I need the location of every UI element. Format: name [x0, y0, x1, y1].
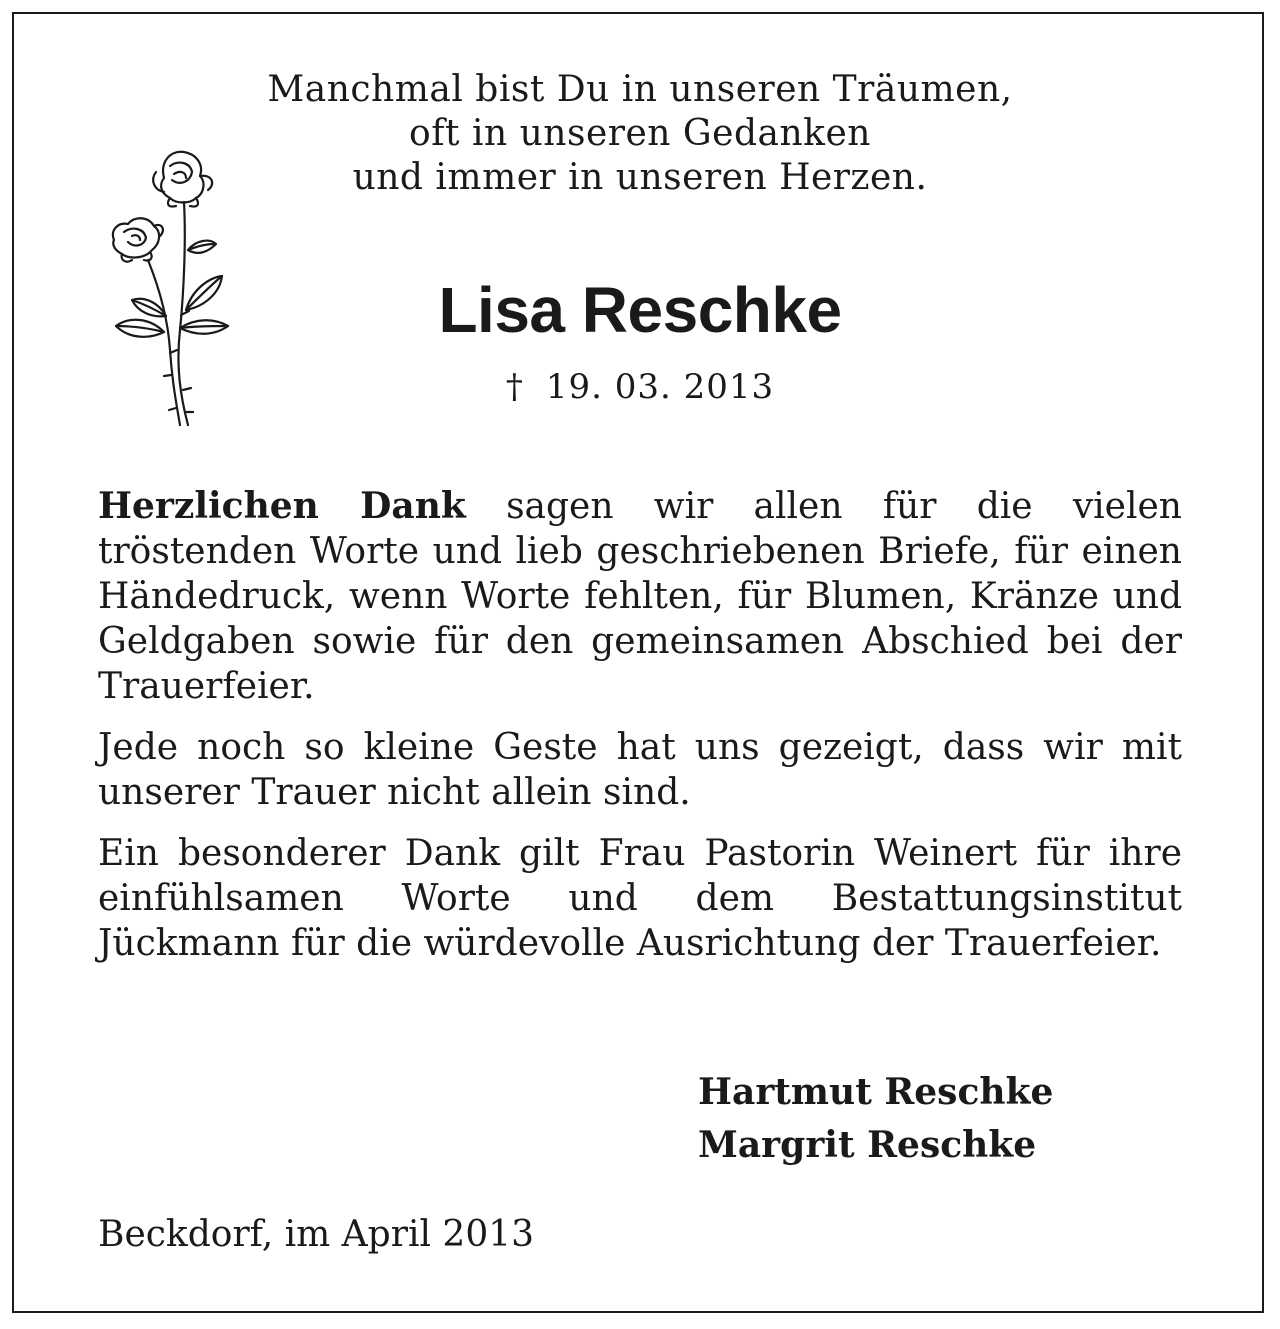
thank-you-text: [98, 484, 1182, 982]
paragraph: Jede noch so kleine Geste hat uns gezeigt, dass wir mit unserer Trauer nicht allein sind.: [98, 727, 1182, 813]
bold-lead: Herzlichen Dank: [98, 485, 466, 527]
verse: [200, 68, 1080, 200]
place-date: Beckdorf, im April 2013: [98, 1214, 535, 1255]
paragraph-text: sagen wir allen für die vielen tröstenden Worte und lieb geschriebenen Briefe, für einen Händedruck, wenn Worte fehlten, für Blumen, Kränze und Geldgaben sowie für den gemeinsamen Abschied bei der Trauerfeier.: [98, 486, 1182, 707]
verse-line: und immer in unseren Herzen.: [352, 157, 928, 198]
death-date-line: [200, 365, 1080, 409]
signatory-name: Hartmut Reschke: [698, 1071, 1054, 1113]
death-date: 19. 03. 2013: [545, 367, 775, 407]
signatory-name: Margrit Reschke: [698, 1124, 1037, 1166]
paragraph: [98, 484, 1182, 709]
deceased-name: Lisa Reschke: [438, 274, 842, 346]
paragraph: Ein besonderer Dank gilt Frau Pastorin Weinert für ihre einfühlsamen Worte und dem Bestattungsinstitut Jückmann für die würdevolle Ausrichtung der Trauerfeier.: [98, 833, 1182, 964]
dagger-icon: †: [505, 367, 524, 407]
verse-line: oft in unseren Gedanken: [409, 113, 871, 154]
verse-line: Manchmal bist Du in unseren Träumen,: [267, 69, 1013, 110]
signatures: [698, 1066, 1053, 1172]
